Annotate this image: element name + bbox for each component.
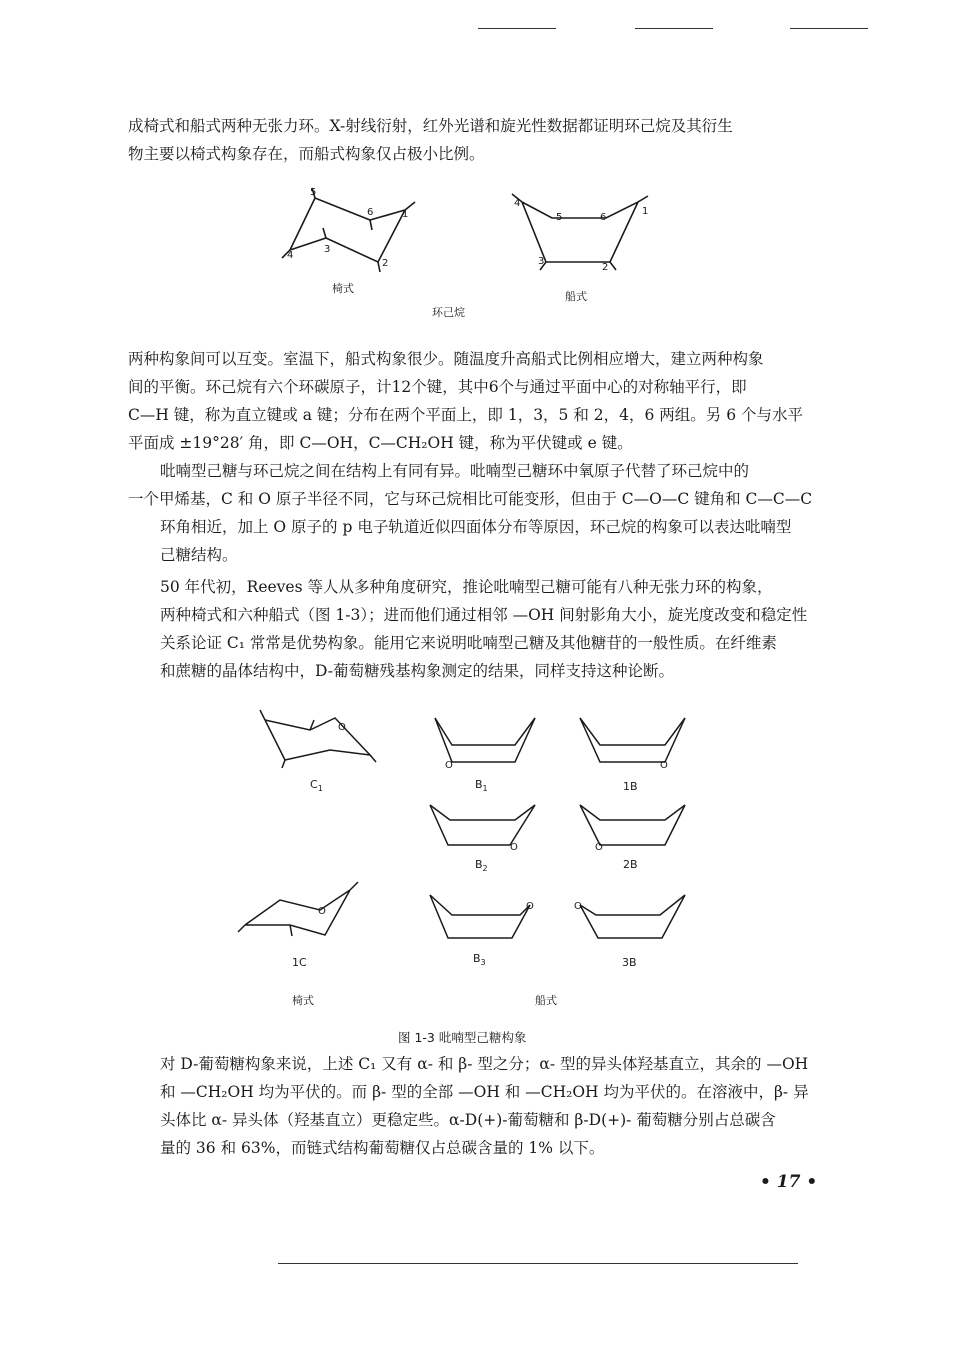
boat-label: 船式	[565, 290, 587, 303]
atom-label: 6	[600, 212, 607, 223]
ring-oxygen: O	[574, 901, 582, 912]
atom-label: 4	[514, 198, 521, 209]
label-2b: 2B	[623, 858, 638, 871]
conformer-2b	[580, 805, 685, 845]
atom-label: 2	[382, 258, 389, 269]
header-rule-3	[790, 28, 868, 29]
text-line: 一个甲烯基，C 和 O 原子半径不同，它与环己烷相比可能变形，但由于 C—O—C 键角和 C—C—C	[128, 490, 813, 508]
atom-label: 5	[310, 187, 317, 198]
label-subscript: 3	[480, 958, 486, 967]
paragraph-pyranose	[128, 457, 828, 569]
label-1c: 1C	[292, 956, 307, 969]
conformer-b2	[430, 805, 535, 845]
label-subscript: 1	[317, 784, 323, 793]
footer-rule	[278, 1263, 798, 1264]
figure-caption-cyclohexane: 环己烷	[432, 306, 465, 319]
atom-label: 4	[287, 250, 294, 261]
ring-oxygen: O	[660, 760, 668, 771]
atom-label: 2	[602, 262, 609, 273]
label-3b: 3B	[622, 956, 637, 969]
text-line: 对 D-葡萄糖构象来说，上述 C₁ 又有 α- 和 β- 型之分；α- 型的异头体羟基直立，其余的 —OH	[160, 1055, 809, 1073]
conformer-b3	[430, 895, 530, 938]
label-subscript: 2	[482, 864, 488, 873]
page-number: • 17 •	[760, 1172, 818, 1192]
text-line: 和蔗糖的晶体结构中，D-葡萄糖残基构象测定的结果，同样支持这种论断。	[160, 662, 674, 680]
boat-group-label: 船式	[535, 994, 557, 1007]
text-line: 两种构象间可以互变。室温下，船式构象很少。随温度升高船式比例相应增大，建立两种构象	[128, 350, 764, 368]
conformer-c1	[260, 710, 376, 768]
text-line: 物主要以椅式构象存在，而船式构象仅占极小比例。	[128, 145, 485, 163]
text-line: 量的 36 和 63%，而链式结构葡萄糖仅占总碳含量的 1% 以下。	[160, 1139, 605, 1157]
conformer-b1	[435, 718, 535, 762]
conformer-3b	[580, 895, 685, 938]
paragraph-intro	[128, 112, 828, 168]
label-c1	[310, 778, 323, 793]
atom-label: 5	[556, 212, 563, 223]
paragraph-equilibrium	[128, 345, 828, 457]
label-subscript: 1	[482, 784, 488, 793]
atom-label: 6	[367, 207, 374, 218]
text-line: 己糖结构。	[160, 546, 238, 564]
label-main: B	[473, 952, 481, 965]
ring-oxygen: O	[595, 842, 603, 853]
text-line: C—H 键，称为直立键或 a 键；分布在两个平面上，即 1，3，5 和 2，4，6 两组。另 6 个与水平	[128, 406, 803, 424]
boat-cyclohexane	[512, 194, 648, 270]
ring-oxygen: O	[445, 760, 453, 771]
ring-oxygen: O	[510, 842, 518, 853]
label-1b: 1B	[623, 780, 638, 793]
paragraph-reeves	[128, 573, 828, 685]
text-line: 环角相近，加上 O 原子的 p 电子轨道近似四面体分布等原因，环己烷的构象可以表达吡喃型	[160, 518, 792, 536]
chair-group-label: 椅式	[292, 994, 314, 1007]
atom-label: 1	[642, 206, 649, 217]
atom-label: 3	[324, 244, 331, 255]
label-b2	[475, 858, 488, 873]
paragraph-glucose	[128, 1050, 828, 1162]
conformer-1c	[238, 882, 358, 936]
cyclohexane-figure	[260, 180, 680, 320]
text-line: 吡喃型己糖与环己烷之间在结构上有同有异。吡喃型己糖环中氧原子代替了环己烷中的	[160, 462, 750, 480]
label-main: B	[475, 858, 483, 871]
chair-cyclohexane	[282, 188, 415, 272]
text-line: 间的平衡。环己烷有六个环碳原子，计12个键，其中6个与通过平面中心的对称轴平行，即	[128, 378, 747, 396]
text-line: 成椅式和船式两种无张力环。X-射线衍射，红外光谱和旋光性数据都证明环己烷及其衍生	[128, 117, 733, 135]
header-rule-2	[635, 28, 713, 29]
conformer-1b	[580, 718, 685, 762]
label-b1	[475, 778, 488, 793]
figure-1-3-caption: 图 1-3 吡喃型己糖构象	[398, 1030, 527, 1045]
label-main: B	[475, 778, 483, 791]
label-b3	[473, 952, 486, 967]
chair-label: 椅式	[332, 282, 354, 295]
text-line: 平面成 ±19°28′ 角，即 C—OH，C—CH₂OH 键，称为平伏键或 e 键。	[128, 434, 633, 452]
atom-label: 1	[402, 209, 409, 220]
atom-label: 3	[538, 256, 545, 267]
text-line: 头体比 α- 异头体（羟基直立）更稳定些。α-D(+)-葡萄糖和 β-D(+)- 葡萄糖分别占总碳含	[160, 1111, 776, 1129]
text-line: 关系论证 C₁ 常常是优势构象。能用它来说明吡喃型己糖及其他糖苷的一般性质。在纤维素	[160, 634, 777, 652]
header-rule-1	[478, 28, 556, 29]
ring-oxygen: O	[338, 722, 346, 733]
ring-oxygen: O	[318, 906, 326, 917]
text-line: 两种椅式和六种船式（图 1-3）；进而他们通过相邻 —OH 间射影角大小，旋光度改变和稳定性	[160, 606, 808, 624]
text-line: 50 年代初，Reeves 等人从多种角度研究，推论吡喃型己糖可能有八种无张力环的构象，	[160, 578, 773, 596]
text-line: 和 —CH₂OH 均为平伏的。而 β- 型的全部 —OH 和 —CH₂OH 均为平伏的。在溶液中，β- 异	[160, 1083, 809, 1101]
label-main: C	[310, 778, 318, 791]
ring-oxygen: O	[526, 901, 534, 912]
figure-1-3	[230, 700, 710, 1030]
